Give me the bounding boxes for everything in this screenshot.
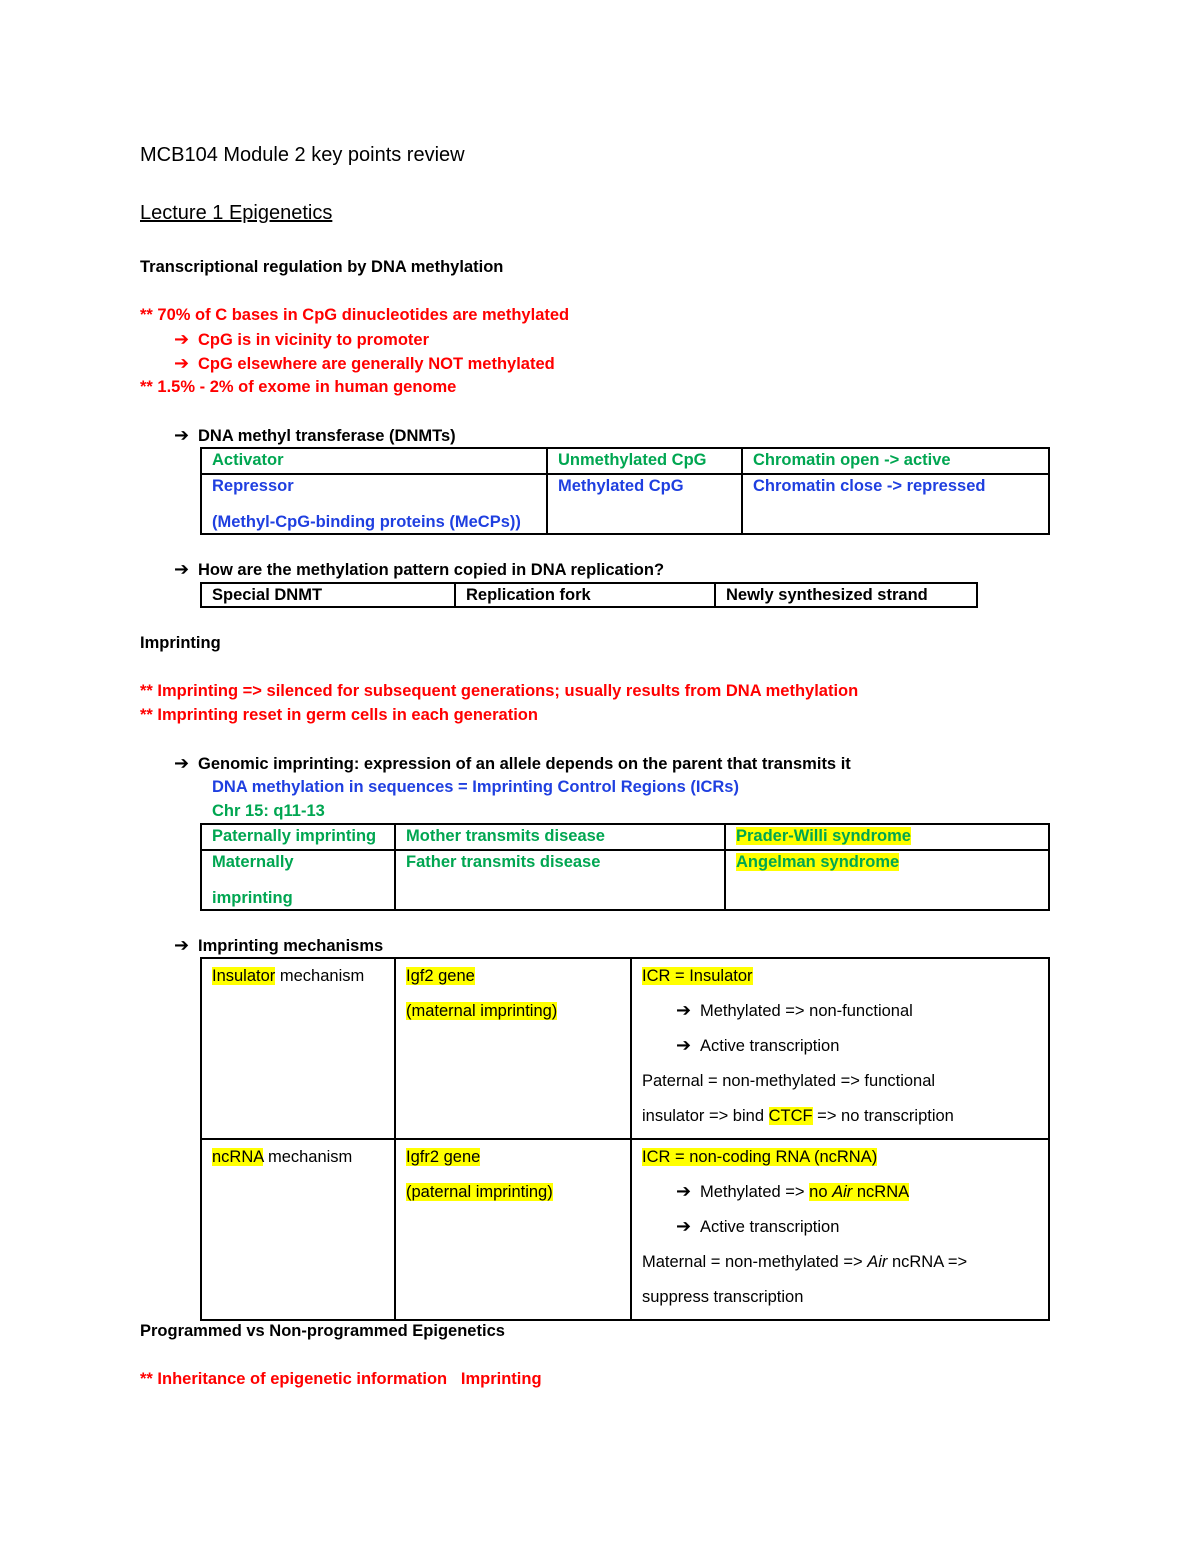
methylation-sub-2: ➔ CpG elsewhere are generally NOT methylated [174,353,555,373]
gene-name: Igf2 gene [406,967,475,985]
table-cell: Activator [201,448,547,474]
arrow-right-icon: ➔ [676,1035,692,1055]
table-cell [725,850,1049,910]
arrow-right-icon: ➔ [174,353,190,373]
table-cell [395,958,631,1139]
table-cell [631,958,1049,1139]
table-cell: Paternally imprinting [201,824,395,850]
methylation-sub-1: ➔ CpG is in vicinity to promoter [174,329,430,349]
detail-line: suppress transcription [642,1288,804,1306]
table-cell: Chromatin close -> repressed [742,474,1049,534]
arrow-right-icon: ➔ [174,753,190,773]
dnmt-table [200,447,1050,535]
genomic-imprinting: ➔ Genomic imprinting: expression of an allele depends on the parent that transmits it [174,753,851,773]
mechanisms-label: ➔ Imprinting mechanisms [174,935,384,955]
table-cell: Chromatin open -> active [742,448,1049,474]
arrow-right-icon: ➔ [174,559,190,579]
cell-line: imprinting [212,889,293,907]
detail-head: ICR = Insulator [642,967,753,985]
detail-head: ICR = non-coding RNA (ncRNA) [642,1148,878,1166]
detail-bullet: ➔ Methylated => non-functional [676,1000,913,1020]
arrow-right-icon: ➔ [174,935,190,955]
mechanism-name: Insulator mechanism [212,967,365,985]
table-cell: Father transmits disease [395,850,725,910]
programmed-point-1: ** Inheritance of epigenetic information Imprinting [140,1370,542,1388]
detail-line: Maternal = non-methylated => Air ncRNA => [642,1253,968,1271]
table-cell [395,1139,631,1320]
table-row [201,958,1049,1139]
copy-table [200,582,978,608]
gene-note: (maternal imprinting) [406,1002,558,1020]
icr-definition: DNA methylation in sequences = Imprinting Control Regions (ICRs) [212,778,739,796]
detail-line: Paternal = non-methylated => functional [642,1072,936,1090]
arrow-right-icon: ➔ [676,1181,692,1201]
table-cell: Unmethylated CpG [547,448,742,474]
dnmt-label: ➔ DNA methyl transferase (DNMTs) [174,425,456,445]
table-row [201,1139,1049,1320]
table-cell [201,1139,395,1320]
table-row [201,850,1049,910]
table-cell: Newly synthesized strand [715,583,977,607]
highlighted-text: Prader-Willi syndrome [736,827,911,845]
table-row [201,824,1049,850]
section-heading-imprinting: Imprinting [140,634,221,652]
imprinting-point-1: ** Imprinting => silenced for subsequent generations; usually results from DNA methylation [140,682,859,700]
table-cell: Methylated CpG [547,474,742,534]
section-heading-programmed: Programmed vs Non-programmed Epigenetics [140,1322,505,1340]
gene-name: Igfr2 gene [406,1148,481,1166]
highlighted-text: Angelman syndrome [736,853,900,871]
table-cell: Mother transmits disease [395,824,725,850]
imprinting-point-2: ** Imprinting reset in germ cells in each generation [140,706,538,724]
cell-line: (Methyl-CpG-binding proteins (MeCPs)) [212,513,521,531]
chromosome-location: Chr 15: q11-13 [212,802,325,820]
methylation-point-1: ** 70% of C bases in CpG dinucleotides are methylated [140,306,570,324]
table-cell [201,474,547,534]
arrow-right-icon: ➔ [174,329,190,349]
methylation-point-2: ** 1.5% - 2% of exome in human genome [140,378,457,396]
lecture-heading: Lecture 1 Epigenetics [140,202,333,224]
arrow-right-icon: ➔ [676,1216,692,1236]
detail-bullet: ➔ Methylated => no Air ncRNA [676,1181,910,1201]
disease-table [200,823,1050,911]
detail-bullet: ➔ Active transcription [676,1216,840,1236]
table-row [201,448,1049,474]
table-cell: Special DNMT [201,583,455,607]
table-cell: Replication fork [455,583,715,607]
mechanism-name: ncRNA mechanism [212,1148,353,1166]
arrow-right-icon: ➔ [676,1000,692,1020]
cell-line: Maternally [212,853,294,871]
table-cell [201,850,395,910]
table-row [201,583,977,607]
mechanisms-table [200,957,1050,1321]
copy-question: ➔ How are the methylation pattern copied in DNA replication? [174,559,665,579]
document-title: MCB104 Module 2 key points review [140,144,465,166]
table-cell [725,824,1049,850]
cell-line: Repressor [212,477,294,495]
section-heading-methylation: Transcriptional regulation by DNA methylation [140,258,504,276]
detail-line: insulator => bind CTCF => no transcription [642,1107,954,1125]
detail-bullet: ➔ Active transcription [676,1035,840,1055]
arrow-right-icon: ➔ [174,425,190,445]
table-row [201,474,1049,534]
gene-note: (paternal imprinting) [406,1183,553,1201]
table-cell [631,1139,1049,1320]
table-cell [201,958,395,1139]
